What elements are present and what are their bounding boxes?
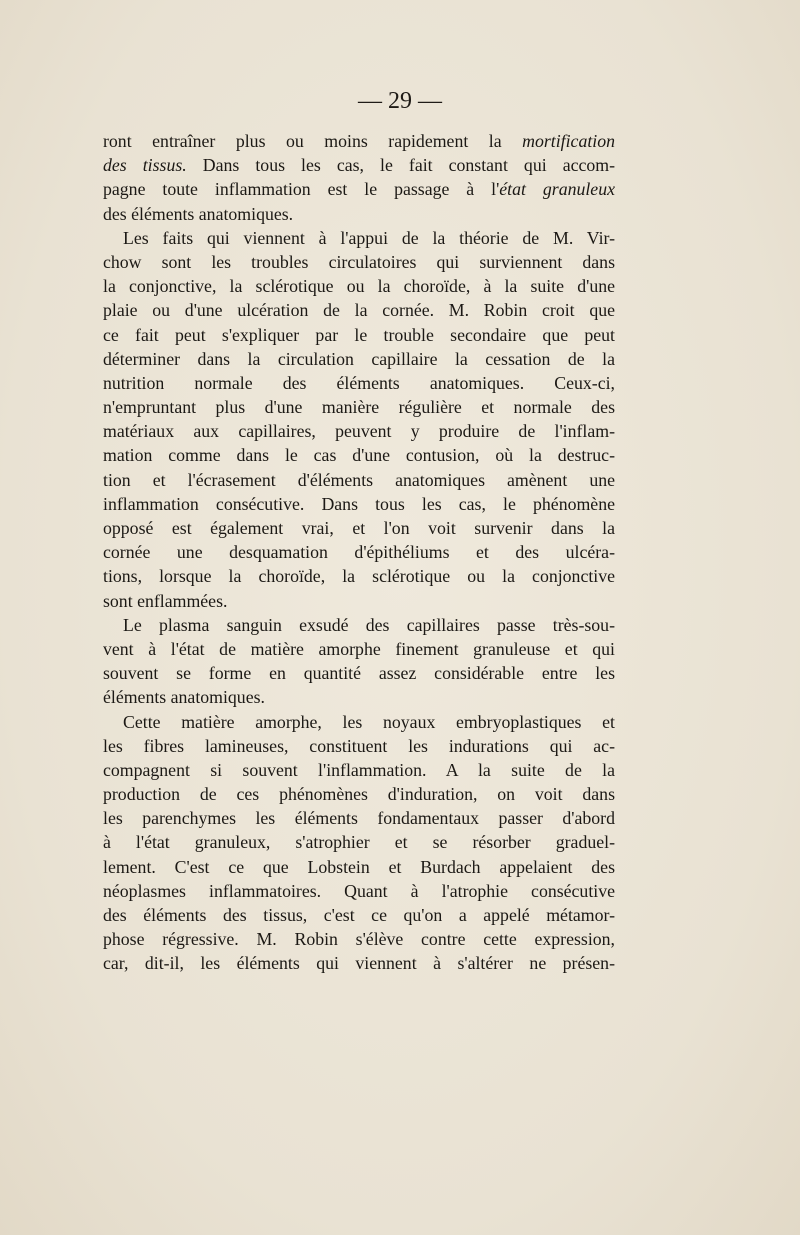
text-line	[103, 202, 615, 226]
text-span: les parenchymes les éléments fondamentaux passer d'abord	[103, 808, 615, 829]
text-span: vent à l'état de matière amorphe finement granuleuse et qui	[103, 638, 615, 659]
text-span: production de ces phénomènes d'induration, on voit dans	[103, 784, 615, 805]
text-span: opposé est également vrai, et l'on voit survenir dans la	[103, 518, 615, 538]
text-span: pagne toute inflammation est le passage à l'	[103, 179, 500, 200]
text-span: matériaux aux capillaires, peuvent y produire de l'inflam-	[103, 421, 615, 442]
text-span: inflammation consécutive. Dans tous les cas, le phénomène	[103, 493, 615, 514]
text-span: lement. C'est ce que Lobstein et Burdach appelaient des	[103, 856, 615, 877]
text-line	[103, 685, 615, 709]
text-line	[103, 516, 615, 540]
text-line	[103, 540, 615, 564]
text-line	[103, 564, 615, 588]
text-span: néoplasmes inflammatoires. Quant à l'atrophie consécutive	[103, 880, 615, 901]
text-line	[103, 589, 615, 613]
text-line	[103, 855, 615, 879]
text-line	[103, 177, 615, 201]
text-span: souvent se forme en quantité assez considérable entre les	[103, 663, 615, 684]
text-span: Les faits qui viennent à l'appui de la théorie de M. Vir-	[123, 227, 615, 248]
text-span: compagnent si souvent l'inflammation. A la suite de la	[103, 759, 615, 780]
text-line	[103, 879, 615, 903]
text-line	[103, 419, 615, 443]
text-span: tion et l'écrasement d'éléments anatomiques amènent une	[103, 469, 615, 490]
text-span: la conjonctive, la sclérotique ou la choroïde, à la suite d'une	[103, 276, 615, 297]
italic-text: état granuleux	[499, 179, 615, 200]
body-text	[103, 129, 615, 976]
text-line	[103, 153, 615, 177]
text-line	[103, 613, 615, 637]
text-span: car, dit-il, les éléments qui viennent à s'altérer ne présen-	[103, 953, 615, 974]
text-span: n'empruntant plus d'une manière régulière et normale des	[103, 397, 615, 418]
text-span: déterminer dans la circulation capillaire la cessation de la	[103, 348, 615, 369]
text-line	[103, 734, 615, 758]
text-span: phose régressive. M. Robin s'élève contre cette expression,	[103, 929, 615, 950]
italic-text: des tissus.	[103, 155, 187, 176]
text-line	[103, 492, 615, 516]
text-line	[103, 927, 615, 951]
text-line	[103, 443, 615, 467]
text-span: mation comme dans le cas d'une contusion, où la destruc-	[103, 445, 615, 466]
text-span: des éléments des tissus, c'est ce qu'on a appelé métamor-	[103, 905, 615, 925]
text-span: Dans tous les cas, le fait constant qui accom-	[186, 155, 616, 176]
text-span: des éléments anatomiques.	[103, 203, 294, 224]
page-number: — 29 —	[358, 88, 442, 114]
text-span: Le plasma sanguin exsudé des capillaires passe très-sou-	[123, 614, 615, 635]
text-span: Cette matière amorphe, les noyaux embryoplastiques et	[123, 711, 615, 732]
text-line	[103, 903, 615, 927]
text-span: à l'état granuleux, s'atrophier et se résorber graduel-	[103, 832, 615, 853]
text-line	[103, 710, 615, 734]
text-span: tions, lorsque la choroïde, la sclérotique ou la conjonctive	[103, 566, 615, 587]
text-line	[103, 395, 615, 419]
text-line	[103, 637, 615, 661]
text-span: nutrition normale des éléments anatomiques. Ceux-ci,	[103, 372, 615, 393]
text-line	[103, 274, 615, 298]
text-line	[103, 758, 615, 782]
text-line	[103, 298, 615, 322]
text-span: éléments anatomiques.	[103, 687, 265, 708]
text-line	[103, 468, 615, 492]
text-span: ce fait peut s'expliquer par le trouble secondaire que peut	[103, 324, 615, 345]
text-line	[103, 129, 615, 153]
text-span: cornée une desquamation d'épithéliums et des ulcéra-	[103, 542, 615, 563]
text-line	[103, 347, 615, 371]
text-line	[103, 782, 615, 806]
text-line	[103, 323, 615, 347]
text-span: sont enflammées.	[103, 590, 228, 611]
text-line	[103, 371, 615, 395]
text-span: chow sont les troubles circulatoires qui surviennent dans	[103, 251, 615, 272]
text-line	[103, 830, 615, 854]
text-span: ront entraîner plus ou moins rapidement la	[103, 131, 523, 151]
text-line	[103, 806, 615, 830]
text-span: plaie ou d'une ulcération de la cornée. M. Robin croit que	[103, 300, 615, 321]
text-line	[103, 226, 615, 250]
italic-text: mortification	[522, 131, 615, 151]
text-line	[103, 661, 615, 685]
text-line	[103, 951, 615, 975]
text-line	[103, 250, 615, 274]
text-span: les fibres lamineuses, constituent les indurations qui ac-	[103, 735, 615, 756]
